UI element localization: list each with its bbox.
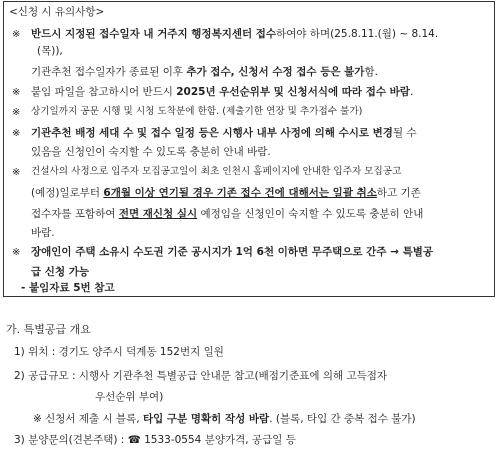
bullet-mark: ※ xyxy=(12,128,21,139)
notice-footnote: - 붙임자료 5번 참고 xyxy=(21,282,115,294)
notice-item-6-line-2: 급 신청 가능 xyxy=(31,266,90,278)
notice-item-4-line-2: 있음을 신청인이 숙지할 수 있도록 충분히 안내 바람. xyxy=(31,146,271,158)
bullet-mark: ※ xyxy=(12,247,21,258)
notice-item-2: 붙임 파일을 참고하시어 반드시 2025년 우선순위부 및 신청서식에 따라 접수 바람. xyxy=(31,86,414,98)
notice-item-4-line-1: 기관추천 배정 세대 수 및 접수 일정 등은 시행사 내부 사정에 의해 수시로 변경될 수 xyxy=(31,127,417,139)
scale-label: 2) 공급규모 xyxy=(14,370,69,382)
scale-value: : 시행사 기관추천 특별공급 안내문 참고(배점기준표에 의해 고득점자 xyxy=(72,370,388,382)
location-value: : 경기도 양주시 덕계동 152번지 일원 xyxy=(51,346,224,358)
bullet-mark: ※ xyxy=(12,167,21,178)
scale-note: ※ 신청서 제출 시 블록, 타입 구분 명확히 작성 바람. (블록, 타입 간 중복 접수 불가) xyxy=(33,413,416,425)
notice-item-1-line-3: 기관추천 접수일자가 종료된 이후 추가 접수, 신청서 수정 접수 등은 불가함. xyxy=(31,66,378,78)
bullet-mark: ※ xyxy=(12,29,21,40)
notice-item-5-line-2: (예정)일로부터 6개월 이상 연기될 경우 기존 접수 건에 대해서는 일괄 취소하고 기존 xyxy=(31,187,421,199)
location-label: 1) 위치 xyxy=(14,346,49,358)
location-line xyxy=(14,345,224,359)
notice-item-5-line-1: 건설사의 사정으로 입주자 모집공고일이 최초 인천시 홈페이지에 안내한 입주자 모집공고 xyxy=(31,166,402,177)
notice-item-6-line-1: 장애인이 주택 소유시 수도권 기준 공시지가 1억 6천 이하면 무주택으로 간주 → 특별공 xyxy=(31,246,433,258)
scale-line xyxy=(14,369,387,383)
notice-item-5-line-4: 바람. xyxy=(31,227,55,239)
bullet-mark: ※ xyxy=(12,107,21,118)
section-title: 가. 특별공급 개요 xyxy=(6,323,91,336)
notice-item-1-line-2: (목)), xyxy=(37,45,63,57)
contact-label: 3) 분양문의(견본주택) xyxy=(14,434,118,446)
notice-title: <신청 시 유의사항> xyxy=(9,6,105,18)
bullet-mark: ※ xyxy=(12,87,21,98)
notice-item-1-line-1: 반드시 지정된 접수일자 내 거주지 행정복지센터 접수하여야 하며(25.8.11.(월) ~ 8.14. xyxy=(31,28,439,40)
contact-tail: 분양가격, 공급일 등 xyxy=(204,434,296,446)
scale-line-2: 우선순위 부여) xyxy=(95,391,164,403)
notice-item-5-line-3: 접수자를 포함하여 전면 재신청 실시 예정임을 신청인이 숙지할 수 있도록 충분히 안내 xyxy=(31,208,424,220)
contact-line: 3) 분양문의(견본주택) : ☎ 1533-0554 분양가격, 공급일 등 xyxy=(14,434,296,446)
notice-box xyxy=(3,1,495,297)
contact-phone: ☎ 1533-0554 xyxy=(127,434,202,446)
notice-item-3: 상기일까지 공문 시행 및 시청 도착분에 한함. (제출기한 연장 및 추가접수 불가) xyxy=(31,106,363,117)
